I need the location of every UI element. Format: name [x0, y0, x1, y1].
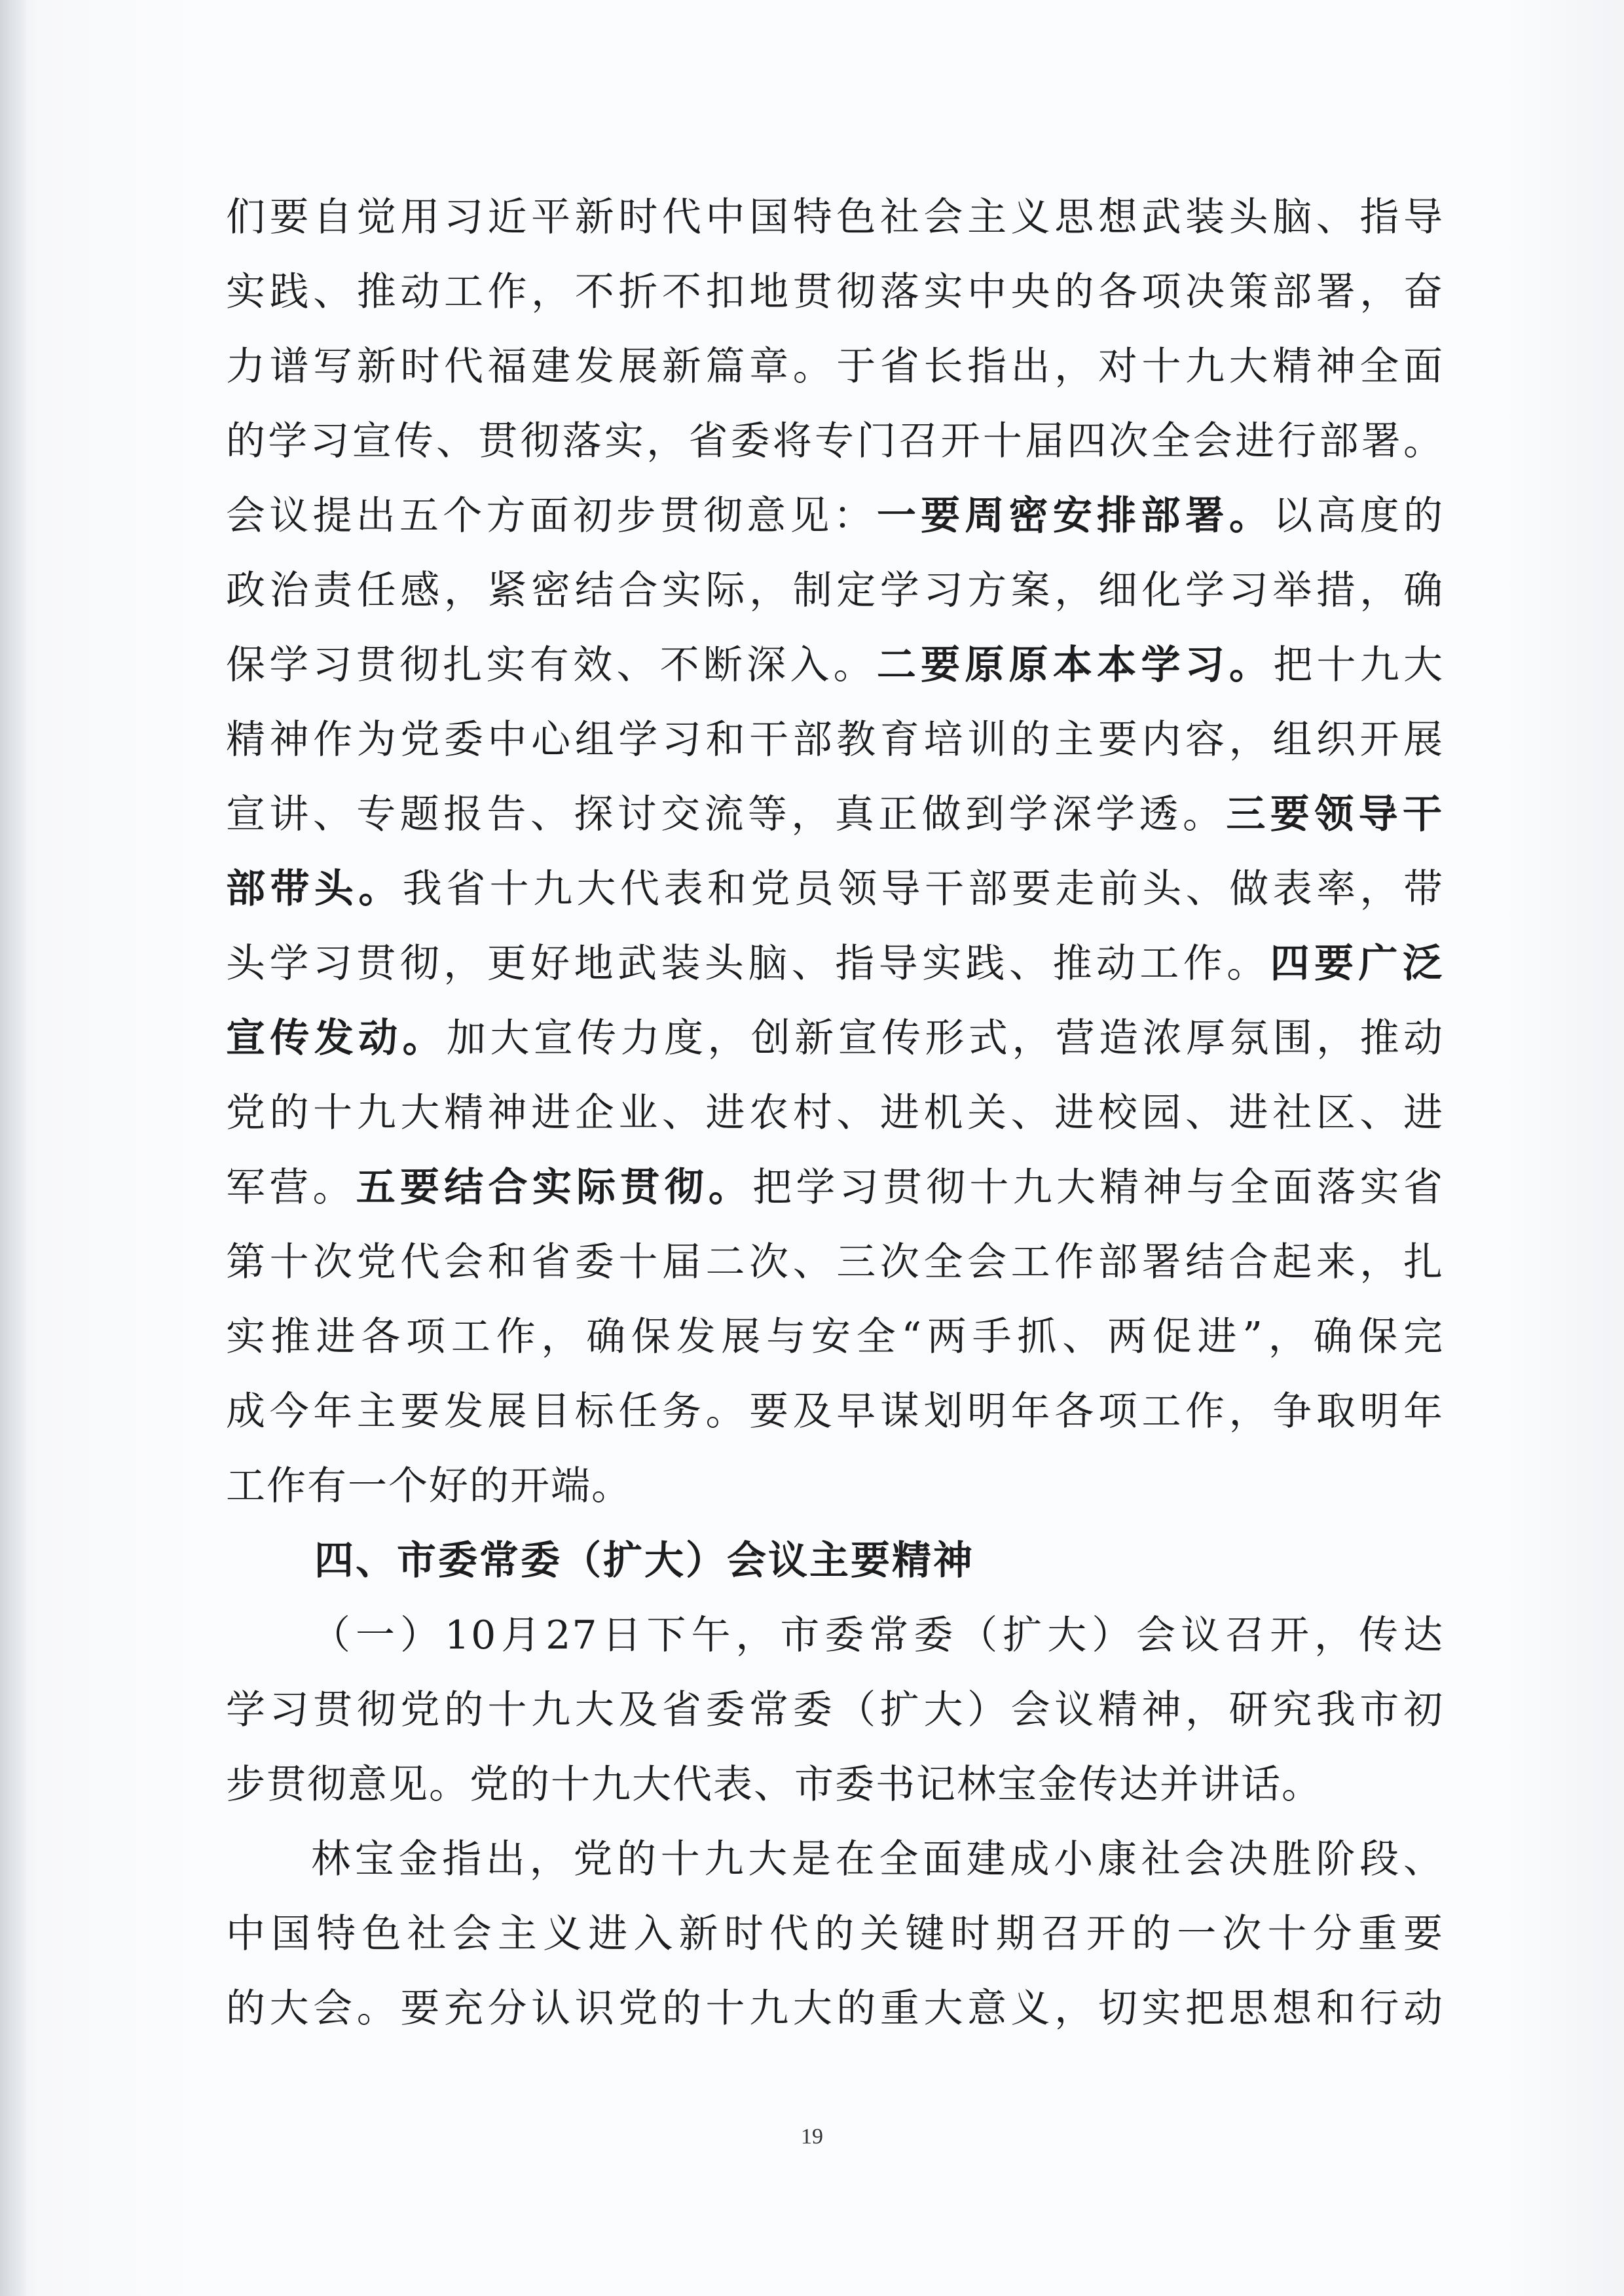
text-segment: 四、市委常委（扩大）会议主要精神	[314, 1538, 974, 1584]
text-segment: 保学习贯彻扎实有效、不断深入。	[226, 642, 877, 688]
text-segment: 以高度的	[1273, 493, 1445, 539]
text-segment: 的大会。要充分认识党的十九大的重大意义，切实把思想和行动	[226, 1986, 1444, 2032]
text-segment: 林宝金指出，党的十九大是在全面建成小康社会决胜阶段、	[311, 1836, 1444, 1882]
text-segment: 中国特色社会主义进入新时代的关键时期召开的一次十分重要	[226, 1911, 1444, 1957]
text-line	[226, 180, 1444, 255]
section-heading	[226, 1523, 1444, 1598]
text-line	[226, 1001, 1444, 1076]
text-line	[226, 628, 1444, 702]
text-segment: 把十九大	[1273, 642, 1445, 688]
text-line	[226, 852, 1444, 926]
text-line	[226, 926, 1444, 1001]
text-segment: 们要自觉用习近平新时代中国特色社会主义思想武装头脑、指导	[226, 194, 1444, 240]
text-segment: 党的十九大精神进企业、进农村、进机关、进校园、进社区、进	[226, 1090, 1444, 1136]
text-line	[226, 777, 1444, 852]
text-line	[226, 479, 1444, 553]
bold-text-segment: 一要周密安排部署。	[876, 493, 1274, 539]
text-segment: 会议提出五个方面初步贯彻意见：	[226, 493, 877, 539]
text-segment: 加大宣传力度，创新宣传形式，营造浓厚氛围，推动	[447, 1015, 1445, 1061]
text-line	[226, 1300, 1444, 1374]
text-segment: 头学习贯彻，更好地武装头脑、指导实践、推动工作。	[226, 941, 1270, 987]
text-line	[226, 1971, 1444, 2046]
text-segment: 军营。	[226, 1165, 356, 1211]
text-line	[226, 1150, 1444, 1225]
text-line	[226, 1225, 1444, 1300]
text-segment: 实推进各项工作，确保发展与安全“两手抓、两促进”，确保完	[226, 1314, 1444, 1360]
text-segment: 把学习贯彻十九大精神与全面落实省	[752, 1165, 1445, 1211]
text-line	[226, 1598, 1444, 1673]
text-segment: （一）10月27日下午，市委常委（扩大）会议召开，传达	[311, 1613, 1444, 1658]
text-line	[226, 1897, 1444, 1971]
text-line	[226, 1747, 1444, 1822]
text-line	[226, 255, 1444, 329]
body-text	[226, 180, 1444, 2046]
binding-edge	[0, 0, 26, 2296]
text-line	[226, 1374, 1444, 1449]
text-segment: 实践、推动工作，不折不扣地贯彻落实中央的各项决策部署，奋	[226, 269, 1444, 315]
text-line	[226, 553, 1444, 628]
bold-text-segment: 三要领导干	[1226, 792, 1445, 837]
text-segment: 成今年主要发展目标任务。要及早谋划明年各项工作，争取明年	[226, 1389, 1444, 1434]
text-segment: 力谱写新时代福建发展新篇章。于省长指出，对十九大精神全面	[226, 344, 1444, 390]
text-line	[226, 329, 1444, 404]
text-line	[226, 1076, 1444, 1150]
text-segment: 的学习宣传、贯彻落实，省委将专门召开十届四次全会进行部署。	[226, 418, 1444, 464]
text-line	[226, 702, 1444, 777]
text-segment: 我省十九大代表和党员领导干部要走前头、做表率，带	[402, 866, 1445, 912]
bold-text-segment: 五要结合实际贯彻。	[356, 1165, 753, 1211]
text-line	[226, 1449, 1444, 1523]
text-segment: 政治责任感，紧密结合实际，制定学习方案，细化学习举措，确	[226, 568, 1444, 613]
text-segment: 工作有一个好的开端。	[226, 1463, 632, 1509]
text-segment: 学习贯彻党的十九大及省委常委（扩大）会议精神，研究我市初	[226, 1687, 1444, 1733]
page-number: 19	[801, 2124, 823, 2149]
text-segment: 精神作为党委中心组学习和干部教育培训的主要内容，组织开展	[226, 717, 1444, 763]
text-line	[226, 404, 1444, 479]
bold-text-segment: 四要广泛	[1270, 941, 1445, 987]
bold-text-segment: 二要原原本本学习。	[876, 642, 1274, 688]
bold-text-segment: 宣传发动。	[226, 1015, 447, 1061]
text-line	[226, 1673, 1444, 1747]
text-segment: 步贯彻意见。党的十九大代表、市委书记林宝金传达并讲话。	[226, 1762, 1322, 1808]
text-line	[226, 1822, 1444, 1897]
bold-text-segment: 部带头。	[226, 866, 403, 912]
text-segment: 第十次党代会和省委十届二次、三次全会工作部署结合起来，扎	[226, 1239, 1444, 1285]
text-segment: 宣讲、专题报告、探讨交流等，真正做到学深学透。	[226, 792, 1227, 837]
